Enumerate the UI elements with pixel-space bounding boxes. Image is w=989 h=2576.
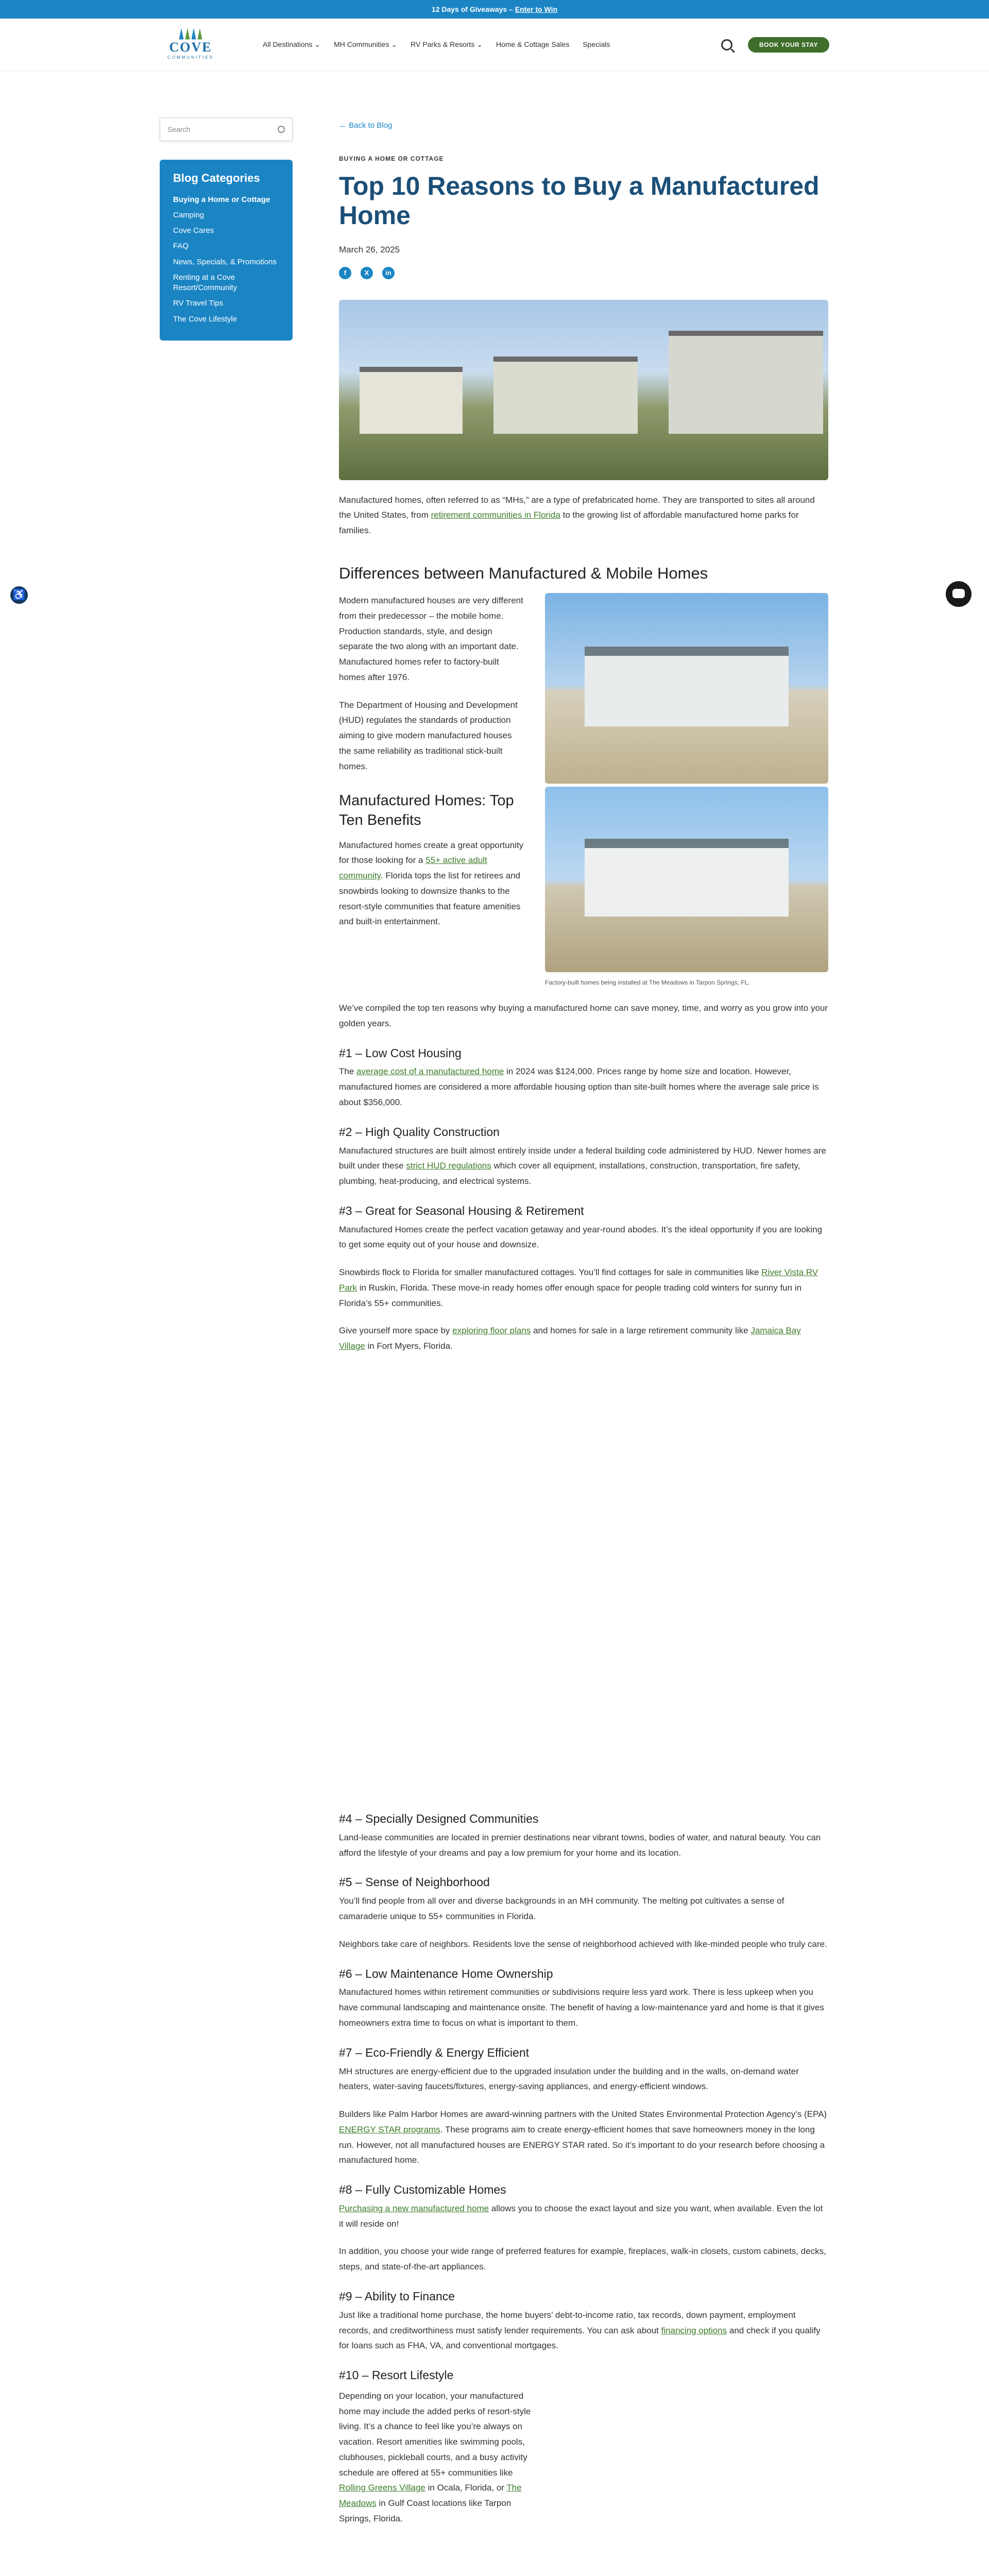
site-logo[interactable] — [160, 28, 221, 61]
heading-reason-9: #9 – Ability to Finance — [339, 2289, 455, 2303]
reason-8-paragraph-1: Purchasing a new manufactured home allows you to choose the exact layout and size you want, when available. Even the lot it will reside on! — [339, 2203, 823, 2229]
reason-6-paragraph: Manufactured homes within retirement communities or subdivisions require less yard work. There is less upkeep when you have communal landscaping and maintenance onsite. The benefit of having a low-maintenance yard and home is that it gives homeowners extra time to focus on what is important to them. — [339, 1987, 824, 2028]
retirement-communities-link[interactable]: retirement communities in Florida — [431, 510, 560, 520]
hud-regulations-link[interactable]: strict HUD regulations — [406, 1161, 491, 1171]
heading-differences: Differences between Manufactured & Mobile Homes — [339, 564, 708, 582]
reason-1-paragraph: The average cost of a manufactured home in 2024 was $124,000. Prices range by home size and location. However, manufactured homes are considered a more affordable housing option than site-built homes where the average sale price is about $356,000. — [339, 1066, 819, 1107]
factory-home-image-1 — [545, 593, 828, 784]
heading-reason-6: #6 – Low Maintenance Home Ownership — [339, 1967, 553, 1980]
heading-reason-8: #8 – Fully Customizable Homes — [339, 2183, 506, 2197]
reason-4-paragraph: Land-lease communities are located in premier destinations near vibrant towns, bodies of water, and natural beauty. You can afford the lifestyle of your dreams and pay a low premium for your home and its location. — [339, 1832, 821, 1858]
diff-paragraph-2: The Department of Housing and Development (HUD) regulates the standards of production aiming to give modern manufactured houses the same reliability as traditional stick-built homes. — [339, 700, 518, 771]
floor-plans-link[interactable]: exploring floor plans — [452, 1326, 531, 1336]
promo-banner — [0, 0, 989, 19]
article-date: March 26, 2025 — [339, 244, 400, 255]
category-cove-cares[interactable]: Cove Cares — [173, 226, 214, 235]
heading-reason-3: #3 – Great for Seasonal Housing & Retirement — [339, 1204, 584, 1217]
reason-2-paragraph: Manufactured structures are built almost entirely inside under a federal building code administered by HUD. Newer homes are built under these strict HUD regulations which cover all equipment, installations, construction, transportation, fire safety, plumbing, heat-producing, and electrical systems. — [339, 1145, 826, 1187]
heading-reason-7: #7 – Eco-Friendly & Energy Efficient — [339, 2045, 530, 2059]
site-header — [0, 19, 989, 71]
active-adult-link[interactable]: 55+ active adult community — [339, 855, 487, 881]
category-faq[interactable]: FAQ — [173, 242, 189, 251]
category-renting[interactable]: Renting at a Cove Resort/Community — [173, 273, 237, 293]
reason-3-paragraph-2: Snowbirds flock to Florida for smaller manufactured cottages. You’ll find cottages for sale in communities like River Vista RV Park in Ruskin, Florida. These move-in ready homes offer enough space for people trading cold winters for sunny fun in Florida’s 55+ communities. — [339, 1267, 819, 1308]
diff-paragraph-1: Modern manufactured houses are very different from their predecessor – the mobile home. Production standards, style, and design separate the two along with an important date. Manufactured homes refer to factory-built homes after 1976. — [339, 596, 523, 682]
reason-3-paragraph-3: Give yourself more space by exploring floor plans and homes for sale in a large retirement community like Jamaica Bay Village in Fort Myers, Florida. — [339, 1326, 801, 1351]
embedded-content-area — [339, 1354, 828, 1797]
nav-rv-parks[interactable]: RV Parks & Resorts ⌄ — [411, 40, 483, 49]
reason-7-paragraph-1: MH structures are energy-efficient due to the upgraded insulation under the building and in the walls, on-demand water heaters, water-saving faucets/fixtures, energy-saving appliances, and energy-efficient windows. — [339, 2066, 799, 2092]
reason-5-paragraph-2: Neighbors take care of neighbors. Residents love the sense of neighborhood achieved with like-minded people who truly care. — [339, 1939, 827, 1949]
facebook-icon[interactable]: f — [339, 267, 351, 279]
reason-3-paragraph-1: Manufactured Homes create the perfect vacation getaway and year-round abodes. It’s the ideal opportunity if you are looking to get some equity out of your house and downsize. — [339, 1224, 823, 1250]
rolling-greens-link[interactable]: Rolling Greens Village — [339, 2483, 425, 2493]
heading-reason-5: #5 – Sense of Neighborhood — [339, 1875, 490, 1889]
reason-9-paragraph: Just like a traditional home purchase, the home buyers’ debt-to-income ratio, tax records, down payment, employment records, and creditworthiness must satisfy lender requirements. You can ask about financing options and check if you qualify for loans such as FHA, VA, and conventional mortgages. — [339, 2310, 821, 2351]
promo-link[interactable]: Enter to Win — [515, 5, 558, 13]
blog-sidebar — [160, 117, 293, 341]
linkedin-icon[interactable]: in — [382, 267, 395, 279]
chat-icon[interactable] — [946, 581, 971, 607]
reason-10-paragraph: Depending on your location, your manufactured home may include the added perks of resort-style living. It’s a chance to feel like you’re always on vacation. Resort amenities like swimming pools, clubhouses, pickleball courts, and a busy activity schedule are offered at 55+ communities like Rolling Greens Village in Ocala, Florida, or The Meadows in Gulf Coast locations like Tarpon Springs, Florida. — [339, 2391, 531, 2523]
energy-star-link[interactable]: ENERGY STAR programs — [339, 2124, 440, 2134]
compiled-paragraph: We’ve compiled the top ten reasons why buying a manufactured home can save money, time, and worry as you grow into your golden years. — [339, 1003, 828, 1028]
heading-reason-4: #4 – Specially Designed Communities — [339, 1811, 539, 1825]
top-benefits-paragraph: Manufactured homes create a great opportunity for those looking for a 55+ active adult community. Florida tops the list for retirees and snowbirds looking to downsize thanks to the resort-style communities that feature amenities and built-in entertainment. — [339, 840, 524, 927]
blog-categories — [160, 160, 293, 341]
categories-title: Blog Categories — [173, 172, 260, 184]
article-category: BUYING A HOME OR COTTAGE — [339, 155, 444, 162]
book-stay-button[interactable]: BOOK YOUR STAY — [748, 37, 829, 53]
financing-link[interactable]: financing options — [661, 2325, 727, 2335]
hero-image — [339, 300, 828, 480]
nav-home-sales[interactable]: Home & Cottage Sales — [496, 40, 570, 49]
main-nav — [263, 38, 610, 51]
new-home-link[interactable]: Purchasing a new manufactured home — [339, 2203, 489, 2213]
jamaica-bay-link[interactable]: Jamaica Bay Village — [339, 1326, 801, 1351]
blog-page — [0, 71, 989, 2576]
logo-sub: COMMUNITIES — [167, 55, 214, 60]
share-links — [339, 267, 828, 279]
back-to-blog-link[interactable]: ← Back to Blog — [339, 121, 393, 130]
intro-paragraph: Manufactured homes, often referred to as “MHs,” are a type of prefabricated home. They are transported to sites all around the United States, from retirement communities in Florida to the growing list of affordable manufactured home parks for families. — [339, 495, 815, 535]
sidebar-search-input[interactable] — [160, 117, 293, 141]
nav-specials[interactable]: Specials — [583, 40, 610, 49]
reason-7-paragraph-2: Builders like Palm Harbor Homes are award-winning partners with the United States Environmental Protection Agency’s (EPA) ENERGY STAR programs. These programs aim to create energy-efficient homes that save homeowners money in the long run. However, not all manufactured houses are ENERGY STAR rated. So it’s important to do your research before choosing a manufactured home. — [339, 2109, 827, 2165]
category-news[interactable]: News, Specials, & Promotions — [173, 257, 277, 266]
category-rv-tips[interactable]: RV Travel Tips — [173, 299, 224, 308]
article — [339, 117, 828, 2576]
logo-word: COVE — [169, 39, 212, 55]
image-caption-1: Factory-built homes being installed at The Meadows in Tarpon Springs, FL. — [545, 979, 750, 987]
average-cost-link[interactable]: average cost of a manufactured home — [356, 1066, 504, 1077]
the-meadows-link[interactable]: The Meadows — [339, 2483, 522, 2509]
search-icon — [278, 126, 285, 133]
promo-text: 12 Days of Giveaways – — [431, 5, 515, 13]
logo-trees-icon — [179, 28, 202, 40]
category-buying[interactable]: Buying a Home or Cottage — [173, 195, 270, 204]
heading-reason-1: #1 – Low Cost Housing — [339, 1046, 462, 1060]
article-title: Top 10 Reasons to Buy a Manufactured Home — [339, 171, 820, 230]
category-lifestyle[interactable]: The Cove Lifestyle — [173, 314, 237, 324]
nav-all-destinations[interactable]: All Destinations ⌄ — [263, 40, 321, 49]
accessibility-icon[interactable]: ♿ — [10, 586, 28, 604]
river-vista-link[interactable]: River Vista RV Park — [339, 1267, 819, 1293]
search-icon[interactable] — [721, 39, 732, 50]
heading-top-benefits: Manufactured Homes: Top Ten Benefits — [339, 792, 514, 828]
x-icon[interactable]: X — [361, 267, 373, 279]
reason-5-paragraph-1: You’ll find people from all over and diverse backgrounds in an MH community. The melting pot cultivates a sense of camaraderie unique to 55+ communities in Florida. — [339, 1896, 785, 1921]
category-camping[interactable]: Camping — [173, 210, 204, 219]
reason-8-paragraph-2: In addition, you choose your wide range of preferred features for example, fireplaces, walk-in closets, custom cabinets, decks, steps, and state-of-the-art appliances. — [339, 2246, 826, 2272]
heading-reason-2: #2 – High Quality Construction — [339, 1125, 500, 1139]
factory-home-image-2 — [545, 787, 828, 972]
heading-reason-10: #10 – Resort Lifestyle — [339, 2368, 454, 2382]
nav-mh-communities[interactable]: MH Communities ⌄ — [334, 40, 398, 49]
search-placeholder: Search — [167, 125, 191, 133]
